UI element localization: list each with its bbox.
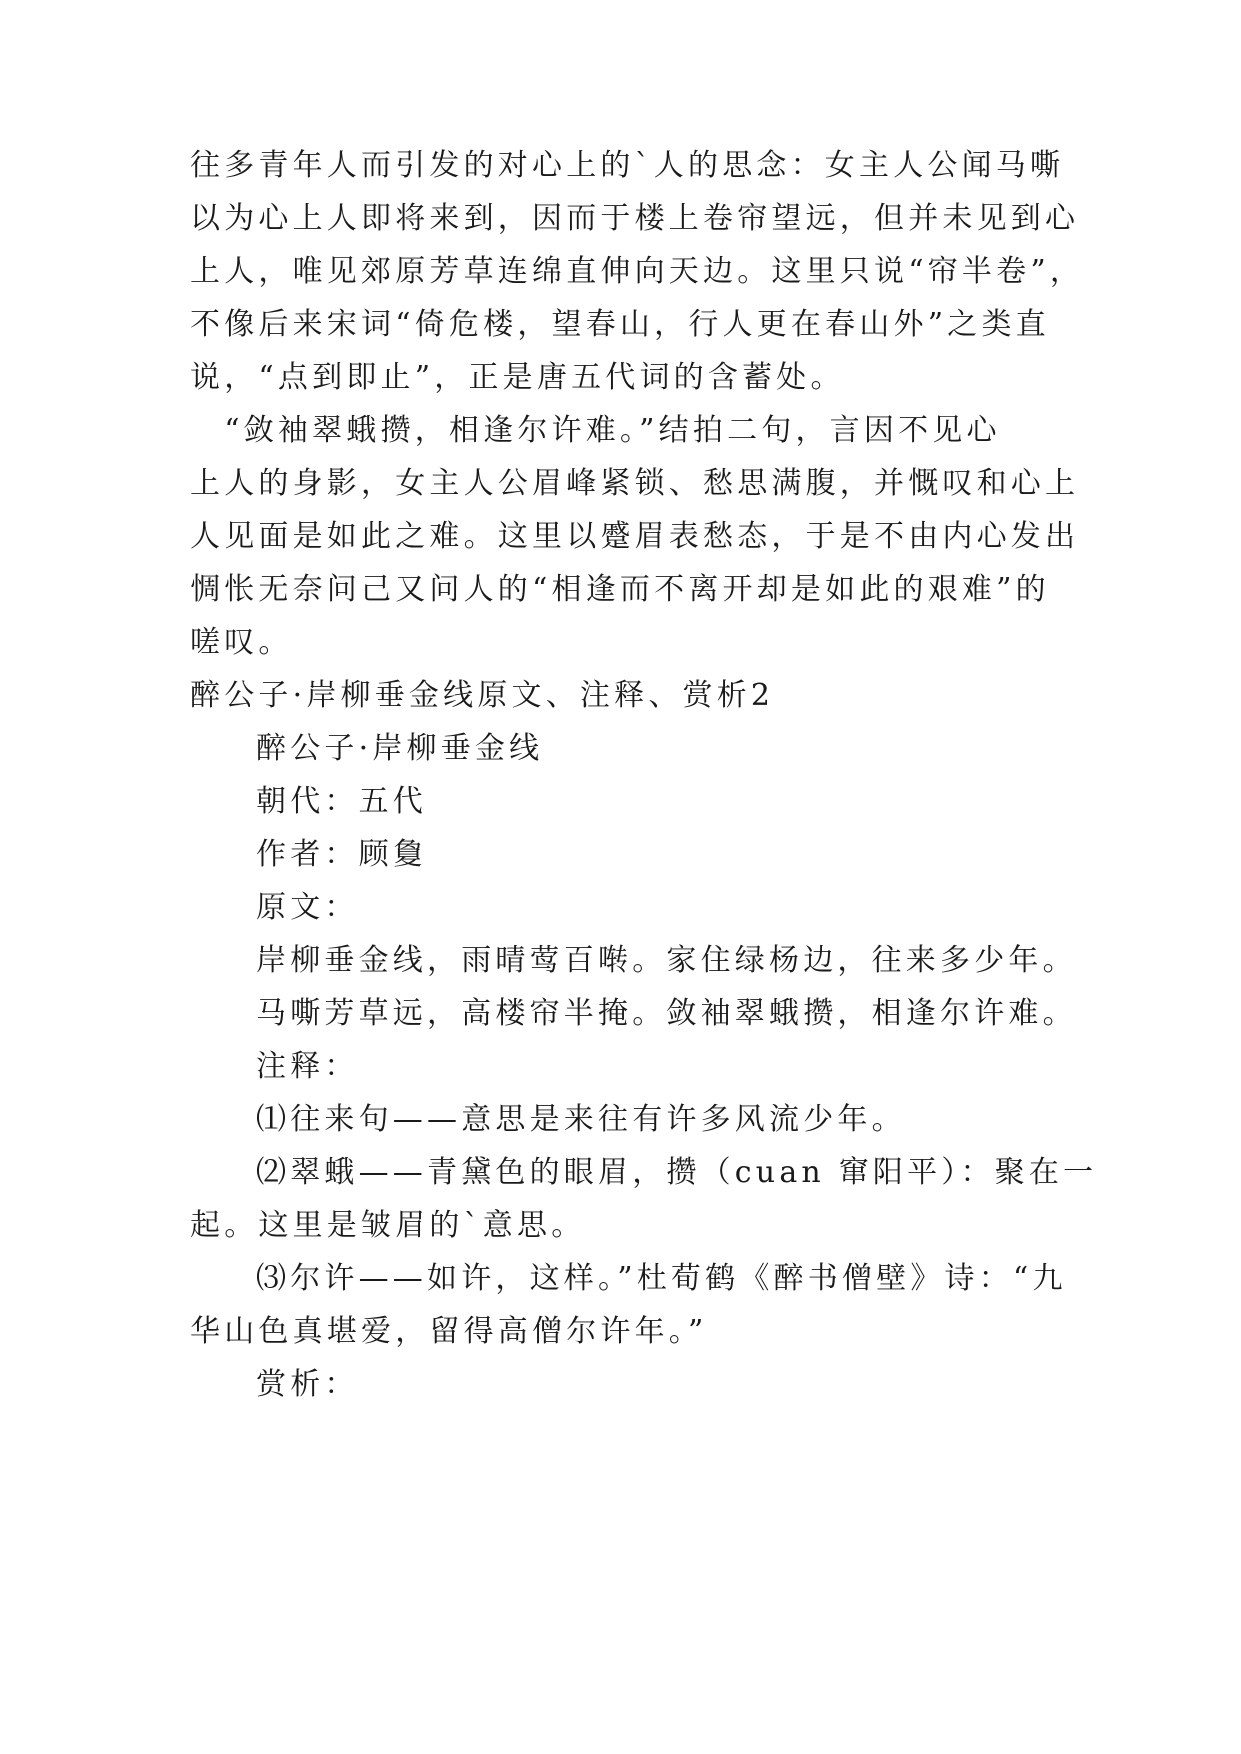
original-label: 原文： [256,890,359,925]
body-text-line: 上人，唯见郊原芳草连绵直伸向天边。这里只说“帘半卷”， [190,254,1085,289]
note-line: 起。这里是皱眉的`意思。 [190,1208,586,1243]
note-line: ⑶尔许——如许，这样。”杜荀鹤《醉书僧壁》诗：“九 [256,1261,1067,1296]
body-text-line: 以为心上人即将来到，因而于楼上卷帘望远，但并未见到心 [190,201,1080,236]
poem-title: 醉公子·岸柳垂金线 [256,731,544,766]
poem-line: 马嘶芳草远，高楼帘半掩。敛袖翠蛾攒，相逢尔许难。 [256,996,1077,1031]
author-line: 作者：顾敻 [256,837,427,872]
poem-line: 岸柳垂金线，雨晴莺百啭。家住绿杨边，往来多少年。 [256,943,1077,978]
section-heading: 醉公子·岸柳垂金线原文、注释、赏析2 [190,678,775,713]
appreciation-label: 赏析： [256,1367,359,1402]
body-text-line: 上人的身影，女主人公眉峰紧锁、愁思满腹，并慨叹和心上 [190,466,1080,501]
body-text-line: 嗟叹。 [190,625,293,660]
body-text-line: 往多青年人而引发的对心上的`人的思念：女主人公闻马嘶 [190,148,1065,183]
body-text-line: 惆怅无奈问己又问人的“相逢而不离开却是如此的艰难”的 [190,572,1050,607]
body-text-line: 人见面是如此之难。这里以蹙眉表愁态，于是不由内心发出 [190,519,1080,554]
note-line: ⑴往来句——意思是来往有许多风流少年。 [256,1102,906,1137]
note-line: ⑵翠蛾——青黛色的眼眉，攒（cuan 窜阳平）：聚在一 [256,1155,1098,1190]
body-text-line: “敛袖翠蛾攒，相逢尔许难。”结拍二句，言因不见心 [190,413,1001,448]
body-text-line: 说，“点到即止”，正是唐五代词的含蓄处。 [190,360,845,395]
notes-label: 注释： [256,1049,359,1084]
dynasty-line: 朝代：五代 [256,784,427,819]
note-line: 华山色真堪爱，留得高僧尔许年。” [190,1314,708,1349]
body-text-line: 不像后来宋词“倚危楼，望春山，行人更在春山外”之类直 [190,307,1050,342]
